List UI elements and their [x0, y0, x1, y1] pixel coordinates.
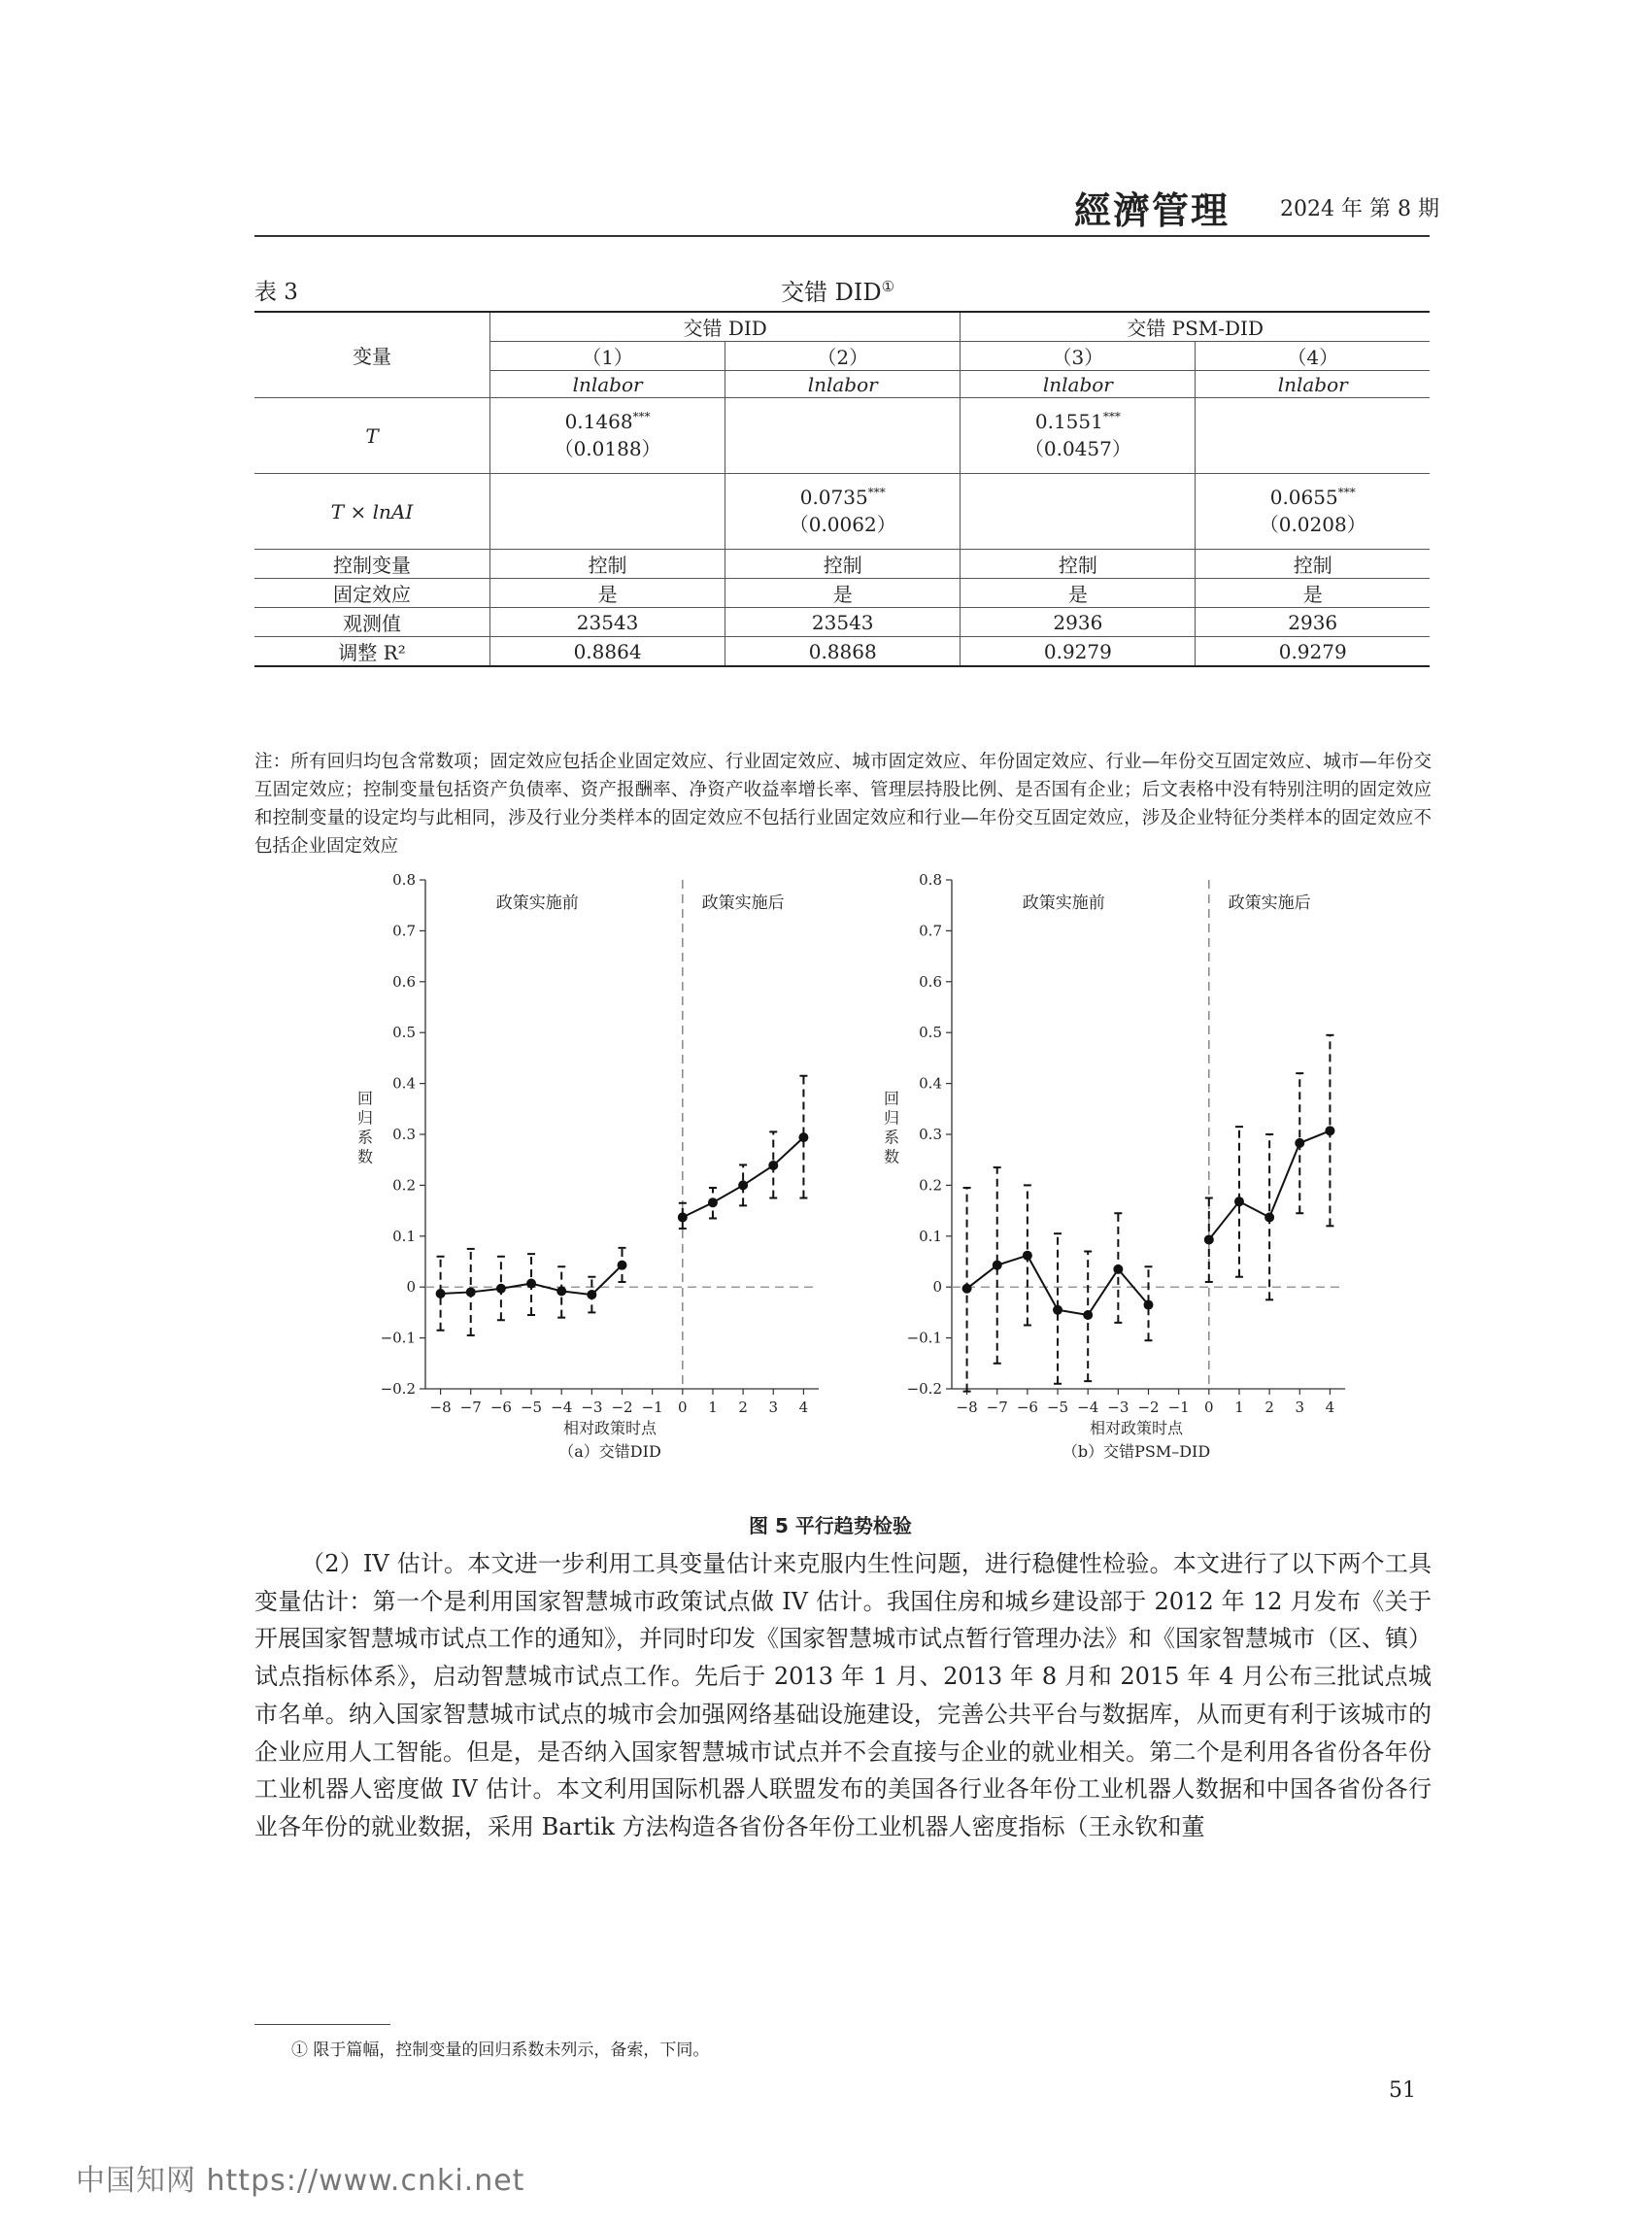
row-label-t: T [254, 398, 490, 474]
watermark: 中国知网 https://www.cnki.net [76, 2164, 525, 2198]
data-point [768, 1161, 778, 1170]
row-label-controls: 控制变量 [254, 550, 490, 579]
annotation-before-policy: 政策实施前 [1022, 893, 1105, 913]
y-tick-label: 0.3 [919, 1126, 942, 1143]
data-point [526, 1279, 536, 1289]
figure-caption: 图 5 平行趋势检验 [749, 1514, 912, 1537]
header-rule [254, 235, 1430, 237]
cell-tlnai-4: 0.0655*** （0.0208） [1196, 474, 1430, 550]
x-tick-label: −7 [986, 1399, 1008, 1416]
row-header-variable: 变量 [254, 312, 490, 398]
dep-var-1: lnlabor [490, 371, 725, 398]
x-tick-label: 1 [708, 1399, 718, 1416]
table-label: 表 3 [254, 280, 298, 305]
data-point [1234, 1197, 1244, 1206]
data-point [798, 1132, 808, 1142]
data-point [1053, 1305, 1062, 1315]
cell-r2-4: 0.9279 [1196, 637, 1430, 667]
y-tick-label: 0.5 [919, 1024, 942, 1042]
data-point [496, 1284, 506, 1294]
col-header-1: （1） [490, 342, 725, 371]
y-tick-label: 0.5 [392, 1024, 416, 1042]
dep-var-2: lnlabor [725, 371, 961, 398]
x-tick-label: 3 [768, 1399, 779, 1416]
panel-subtitle: （b）交错PSM–DID [1062, 1442, 1211, 1461]
x-tick-label: −8 [956, 1399, 978, 1416]
cell-t-1: 0.1468*** （0.0188） [490, 398, 725, 474]
y-tick-label: 0.2 [392, 1176, 416, 1195]
y-axis-label: 回归系数 [356, 1089, 374, 1166]
x-tick-label: −5 [1046, 1399, 1069, 1416]
x-tick-label: −7 [459, 1399, 482, 1416]
annotation-after-policy: 政策实施后 [701, 893, 785, 913]
x-tick-label: 2 [738, 1399, 748, 1416]
cell-fixed-1: 是 [490, 579, 725, 608]
x-tick-label: 0 [1204, 1399, 1214, 1416]
x-axis-label: 相对政策时点 [1090, 1419, 1184, 1437]
data-point [1295, 1138, 1304, 1148]
x-tick-label: −4 [1077, 1399, 1099, 1416]
footnote-rule [254, 2024, 390, 2025]
cell-tlnai-3 [961, 474, 1196, 550]
y-tick-label: 0.1 [392, 1227, 416, 1245]
x-axis-label: 相对政策时点 [563, 1419, 657, 1437]
y-tick-label: −0.2 [380, 1380, 416, 1398]
row-label-r2: 调整 R² [254, 637, 490, 667]
cell-fixed-2: 是 [725, 579, 961, 608]
y-tick-label: 0.8 [392, 871, 416, 889]
issue-info: 2024 年 第 8 期 [1280, 197, 1439, 221]
data-point [993, 1261, 1002, 1270]
col-header-4: （4） [1196, 342, 1430, 371]
cell-t-2 [725, 398, 961, 474]
cell-controls-1: 控制 [490, 550, 725, 579]
x-tick-label: 4 [798, 1399, 809, 1416]
journal-logo: 經濟管理 [1074, 188, 1231, 232]
cell-t-4 [1196, 398, 1430, 474]
data-point [1204, 1234, 1214, 1244]
cell-obs-3: 2936 [961, 608, 1196, 637]
cell-r2-2: 0.8868 [725, 637, 961, 667]
table-title [781, 273, 894, 307]
y-tick-label: 0.4 [919, 1074, 942, 1093]
dep-var-3: lnlabor [961, 371, 1196, 398]
y-tick-label: 0 [932, 1278, 942, 1297]
body-paragraph: （2）IV 估计。本文进一步利用工具变量估计来克服内生性问题，进行稳健性检验。本文进行了以下两个工具变量估计：第一个是利用国家智慧城市政策试点做 IV 估计。我国住房和城乡建设部于 2012 年 12 月发布《关于开展国家智慧城市试点工作的通知》，并同时印发《国家智慧城市试点暂行管理办法》和《国家智慧城市（区、镇）试点指标体系》，启动智慧城市试点工作。先后于 2013 年 1 月、2013 年 8 月和 2015 年 4 月公布三批试点城市名单。纳入国家智慧城市试点的城市会加强网络基础设施建设，完善公共平台与数据库，从而更有利于该城市的企业应用人工智能。但是，是否纳入国家智慧城市试点并不会直接与企业的就业相关。第二个是利用各省份各年份工业机器人密度做 IV 估计。本文利用国际机器人联盟发布的美国各行业各年份工业机器人数据和中国各省份各行业各年份的就业数据，采用 Bartik 方法构造各省份各年份工业机器人密度指标（王永钦和董 [254, 1550, 1432, 1840]
x-tick-label: −4 [551, 1399, 573, 1416]
data-point [556, 1286, 566, 1296]
cell-controls-3: 控制 [961, 550, 1196, 579]
y-tick-label: 0.3 [392, 1126, 416, 1143]
data-point [1144, 1300, 1154, 1310]
y-tick-label: 0.8 [919, 871, 942, 889]
data-point [1113, 1265, 1123, 1274]
x-tick-label: 2 [1264, 1399, 1274, 1416]
row-label-t-lnai: T × lnAI [254, 474, 490, 550]
col-header-2: （2） [725, 342, 961, 371]
y-tick-label: 0.4 [392, 1074, 416, 1093]
page-number: 51 [1389, 2078, 1416, 2103]
footnote: ① 限于篇幅，控制变量的回归系数未列示，备索，下同。 [291, 2040, 710, 2060]
y-tick-label: 0.6 [919, 972, 942, 991]
table-title-footnote-marker: ① [881, 278, 895, 295]
x-tick-label: −6 [1016, 1399, 1038, 1416]
chart-panel-2 [884, 871, 1345, 1461]
data-point [1023, 1251, 1032, 1261]
cell-t-3: 0.1551*** （0.0457） [961, 398, 1196, 474]
data-point [1325, 1126, 1334, 1135]
chart-panel-1 [357, 871, 819, 1461]
cell-obs-1: 23543 [490, 608, 725, 637]
group-header-did: 交错 DID [490, 312, 961, 342]
dep-var-4: lnlabor [1196, 371, 1430, 398]
x-tick-label: −1 [1167, 1399, 1190, 1416]
row-label-fixed: 固定效应 [254, 579, 490, 608]
body-text [254, 1545, 1432, 1846]
x-tick-label: 0 [678, 1399, 688, 1416]
y-tick-label: −0.2 [906, 1380, 942, 1398]
data-point [618, 1261, 627, 1270]
x-tick-label: −3 [581, 1399, 603, 1416]
x-tick-label: −8 [429, 1399, 452, 1416]
y-tick-label: 0.7 [919, 922, 942, 940]
cell-controls-4: 控制 [1196, 550, 1430, 579]
x-tick-label: −5 [520, 1399, 543, 1416]
data-point [587, 1290, 596, 1299]
cell-obs-4: 2936 [1196, 608, 1430, 637]
cell-obs-2: 23543 [725, 608, 961, 637]
y-tick-label: 0.1 [919, 1227, 942, 1245]
cell-fixed-3: 是 [961, 579, 1196, 608]
y-tick-label: 0.2 [919, 1176, 942, 1195]
data-point [708, 1197, 718, 1207]
group-header-psm-did: 交错 PSM-DID [961, 312, 1430, 342]
x-tick-label: −2 [1137, 1399, 1160, 1416]
data-point [1083, 1310, 1093, 1320]
annotation-after-policy: 政策实施后 [1228, 893, 1311, 913]
data-point [678, 1212, 688, 1222]
cell-fixed-4: 是 [1196, 579, 1430, 608]
data-point [466, 1287, 476, 1297]
row-label-obs: 观测值 [254, 608, 490, 637]
x-tick-label: −2 [611, 1399, 633, 1416]
x-tick-label: 3 [1295, 1399, 1305, 1416]
cell-tlnai-1 [490, 474, 725, 550]
table-note: 注：所有回归均包含常数项；固定效应包括企业固定效应、行业固定效应、城市固定效应、年份固定效应、行业—年份交互固定效应、城市—年份交互固定效应；控制变量包括资产负债率、资产报酬率、净资产收益率增长率、管理层持股比例、是否国有企业；后文表格中没有特别注明的固定效应和控制变量的设定均与此相同，涉及行业分类样本的固定效应不包括行业固定效应和行业—年份交互固定效应，涉及企业特征分类样本的固定效应不包括企业固定效应 [254, 752, 1432, 857]
col-header-3: （3） [961, 342, 1196, 371]
regression-table [254, 311, 1430, 667]
x-tick-label: −1 [641, 1399, 663, 1416]
cell-tlnai-2: 0.0735*** （0.0062） [725, 474, 961, 550]
y-tick-label: 0 [406, 1278, 416, 1297]
cell-r2-1: 0.8864 [490, 637, 725, 667]
y-tick-label: 0.7 [392, 922, 416, 940]
figure-5-parallel-trends [350, 864, 1360, 1496]
y-tick-label: −0.1 [906, 1329, 942, 1347]
y-tick-label: −0.1 [380, 1329, 416, 1347]
x-tick-label: −3 [1107, 1399, 1129, 1416]
x-tick-label: 1 [1234, 1399, 1244, 1416]
data-point [436, 1289, 446, 1298]
x-tick-label: 4 [1325, 1399, 1335, 1416]
annotation-before-policy: 政策实施前 [495, 893, 579, 913]
y-tick-label: 0.6 [392, 972, 416, 991]
cell-controls-2: 控制 [725, 550, 961, 579]
data-point [1264, 1212, 1274, 1222]
x-tick-label: −6 [489, 1399, 512, 1416]
y-axis-label: 回归系数 [883, 1089, 900, 1166]
panel-subtitle: （a）交错DID [558, 1442, 661, 1461]
cell-r2-3: 0.9279 [961, 637, 1196, 667]
data-point [738, 1180, 748, 1190]
data-point [962, 1284, 972, 1294]
table-title-text: 交错 DID [781, 279, 882, 306]
